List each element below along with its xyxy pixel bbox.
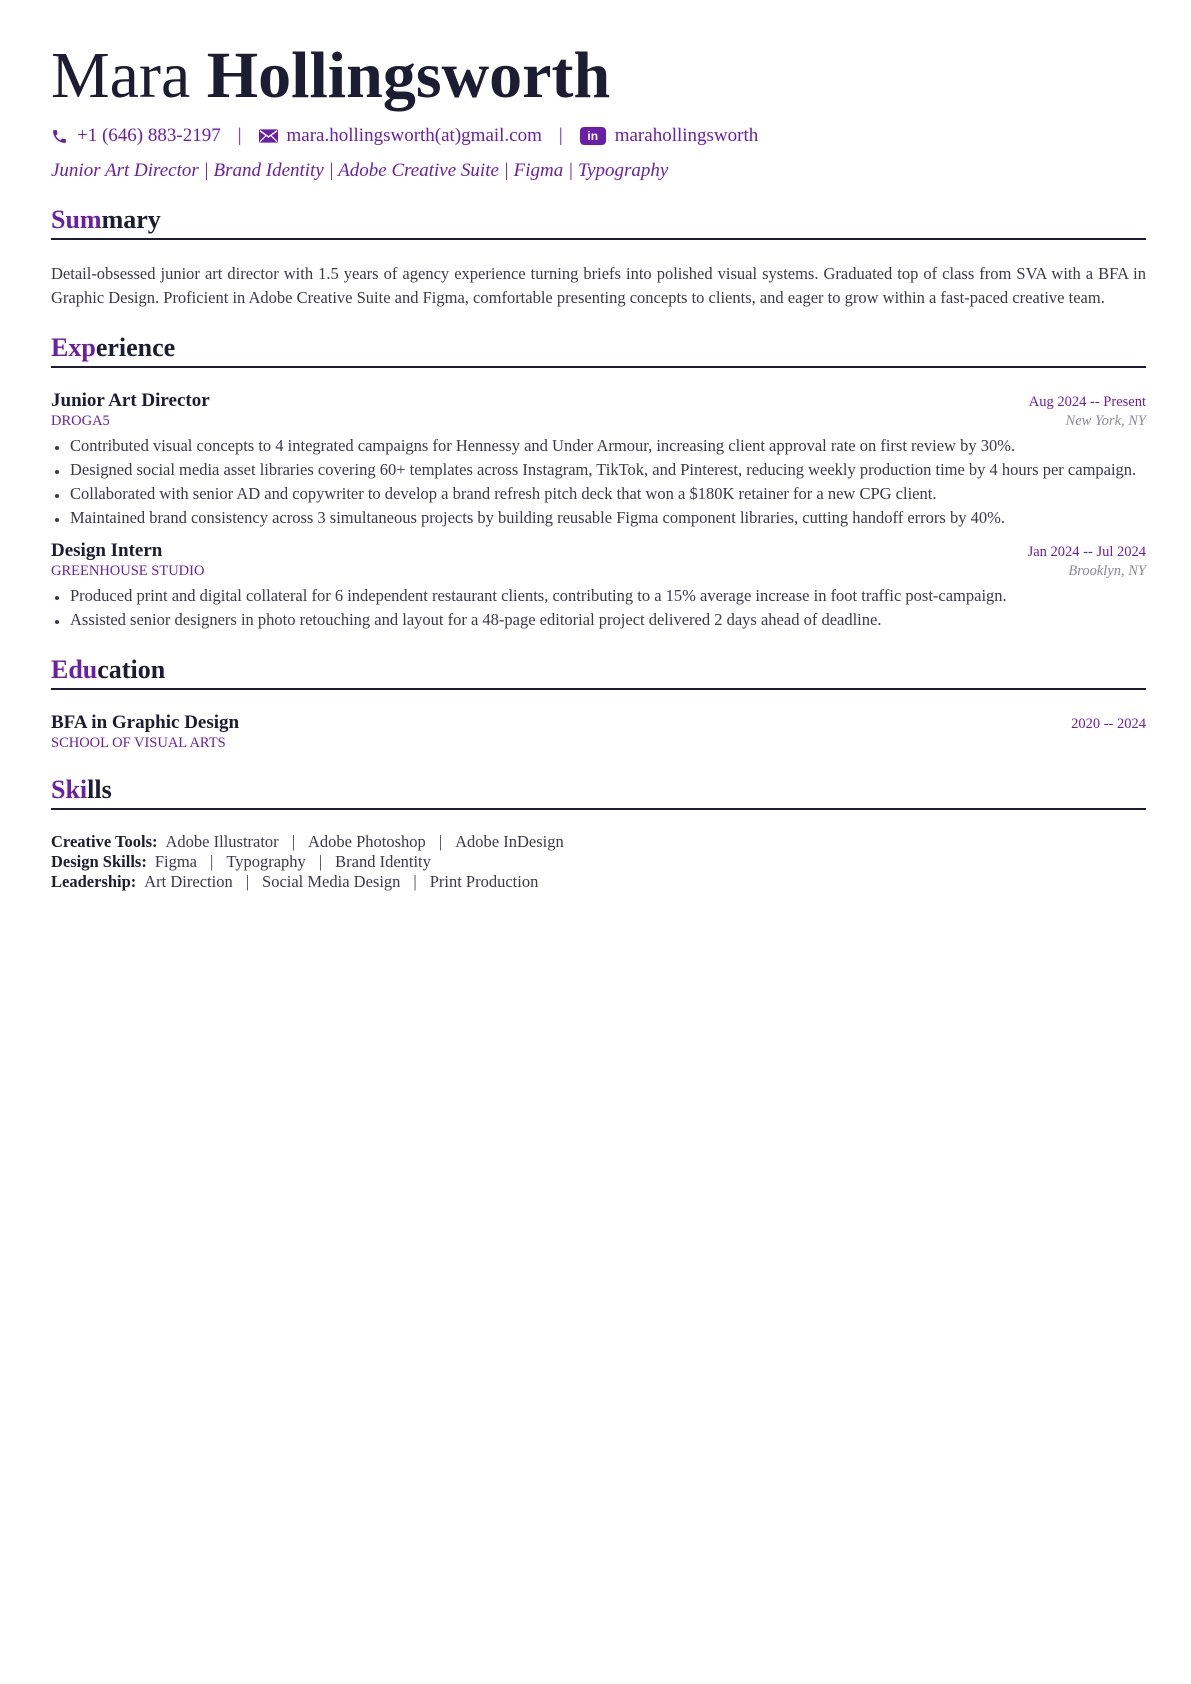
section-title-rest: lls [87,775,112,804]
job-date: Jan 2024 -- Jul 2024 [1027,544,1146,560]
skills-list [51,832,1146,892]
skill-item: Art Direction [144,872,233,891]
resume-page [51,38,1146,892]
contact-bar [51,122,1146,150]
contact-separator: | [558,125,563,146]
job-entry [51,390,1146,530]
last-name: Hollingsworth [206,39,611,112]
section-title-accent: Edu [51,655,98,684]
bullet-item: • Designed social media asset libraries covering 60+ templates across Instagram, TikTok, and Pinterest, reducing weekly production time by 4 hours per campaign. [69,458,1146,482]
skill-item: Typography [226,852,306,871]
section-title-rest: cation [97,655,166,684]
skill-item: Print Production [429,872,539,891]
education-section [51,654,1146,752]
job-bullets [51,584,1146,632]
job-title: Design Intern [51,540,163,561]
job-bullets [51,434,1146,530]
section-title [51,654,1146,690]
section-title [51,774,1146,810]
bullet-item: • Assisted senior designers in photo retouching and layout for a 48-page editorial project delivered 2 days ahead of deadline. [69,608,1146,632]
job-company: GREENHOUSE STUDIO [51,563,205,579]
job-location: Brooklyn, NY [1068,563,1146,579]
bullet-item: • Collaborated with senior AD and copywriter to develop a brand refresh pitch deck that won a $180K retainer for a new CPG client. [69,482,1146,506]
bullet-item: • Produced print and digital collateral for 6 independent restaurant clients, contributing to a 15% average increase in foot traffic post-campaign. [69,584,1146,608]
experience-section [51,332,1146,632]
skill-item: Adobe InDesign [455,832,564,851]
skill-separator: | [318,852,323,871]
skill-item: Adobe Illustrator [165,832,279,851]
skill-separator: | [438,832,443,851]
skill-separator: | [291,832,295,851]
linkedin-icon: in [580,127,606,145]
skill-item: Brand Identity [335,852,431,871]
degree-title: BFA in Graphic Design [51,712,240,733]
summary-section [51,204,1146,310]
skill-item: Figma [154,852,197,871]
job-location: New York, NY [1065,413,1146,429]
section-title-rest: erience [95,333,176,362]
phone-icon [51,128,68,145]
education-date: 2020 -- 2024 [1071,716,1146,732]
section-title-accent: Exp [51,333,96,362]
skill-separator: | [210,852,214,871]
job-company: DROGA5 [51,413,110,429]
email-address: mara.hollingsworth(at)gmail.com [286,125,542,146]
phone-number: +1 (646) 883-2197 [77,125,221,146]
section-title-accent: Sum [51,205,102,234]
bullet-item: • Contributed visual concepts to 4 integrated campaigns for Hennessy and Under Armour, increasing client approval rate on first review by 30%. [69,434,1146,458]
skill-row [51,852,1146,872]
first-name: Mara [51,39,191,112]
envelope-icon [259,129,278,143]
contact-separator: | [237,125,242,146]
section-title-rest: mary [101,205,161,234]
section-title [51,332,1146,368]
skill-item: Social Media Design [262,872,401,891]
section-title-accent: Ski [51,775,88,804]
skill-item: Adobe Photoshop [308,832,426,851]
email-contact[interactable] [259,125,542,147]
skill-label: Design Skills: [51,852,147,871]
skills-section [51,774,1146,892]
skill-row [51,832,1146,852]
job-date: Aug 2024 -- Present [1028,394,1146,410]
linkedin-handle: marahollingsworth [614,125,759,146]
skill-separator: | [413,872,417,891]
school-name: SCHOOL OF VISUAL ARTS [51,735,226,751]
skill-label: Creative Tools: [51,832,158,851]
summary-text: Detail-obsessed junior art director with 1.5 years of agency experience turning briefs into polished visual systems. Graduated top of class from SVA with a BFA in Graphic Design. Proficient in Adobe Creative Suite and Figma, comfortable presenting concepts to clients, and eager to grow within a fast-paced creative team. [51,264,1146,307]
candidate-name [51,38,1146,114]
job-entry [51,540,1146,632]
skill-row [51,872,1146,892]
linkedin-contact[interactable] [580,125,759,147]
skill-separator: | [245,872,250,891]
bullet-item: • Maintained brand consistency across 3 simultaneous projects by building reusable Figma component libraries, cutting handoff errors by 40%. [69,506,1146,530]
headline-tagline: Junior Art Director | Brand Identity | Adobe Creative Suite | Figma | Typography [51,160,669,181]
section-title [51,204,1146,240]
phone-contact[interactable] [51,125,221,147]
education-entry [51,712,1146,752]
skill-label: Leadership: [51,872,137,891]
job-title: Junior Art Director [51,390,210,411]
